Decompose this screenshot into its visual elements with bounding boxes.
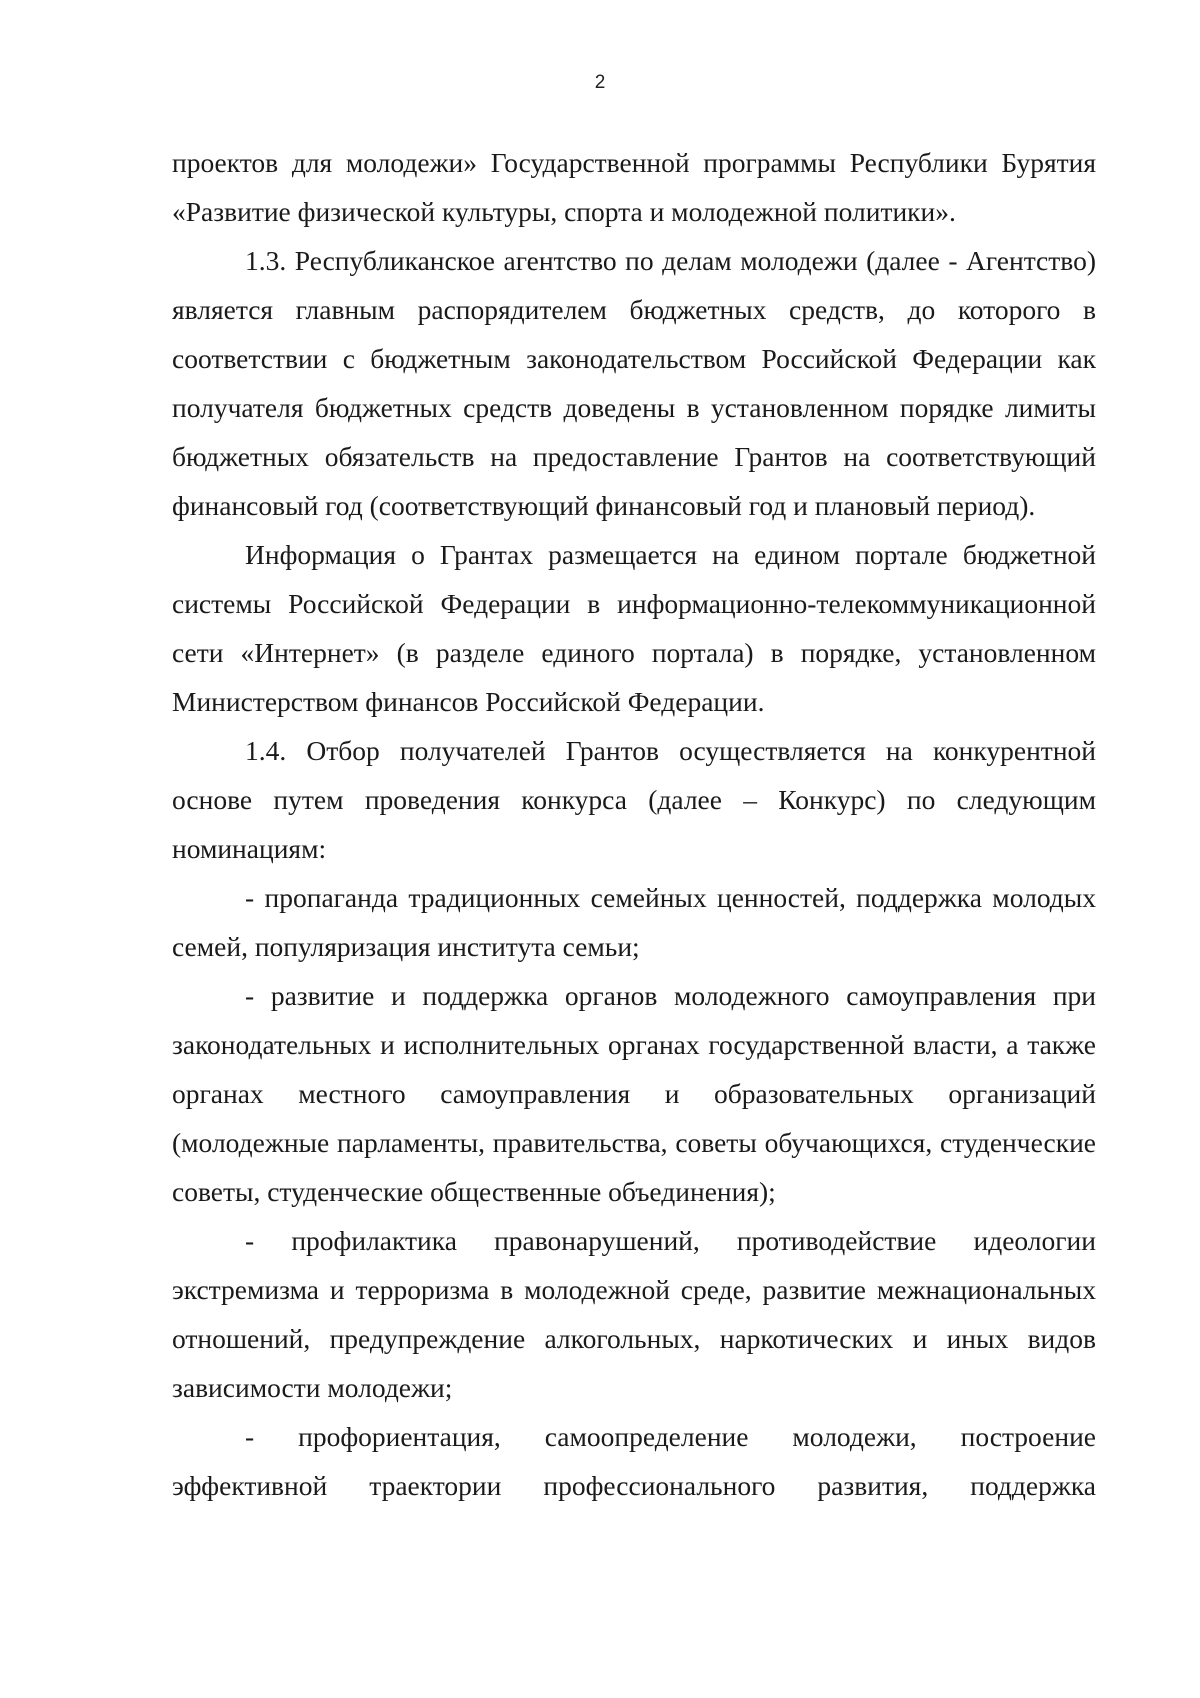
list-item-youth-self-government: - развитие и поддержка органов молодежного самоуправления при законодательных и исполнительных органах государственной власти, а также органах местного самоуправления и образовательных организаций (молодежные парламенты, правительства, советы обучающихся, студенческие советы, студенческие общественные объединения);: [172, 980, 1096, 1207]
list-item-crime-prevention: - профилактика правонарушений, противодействие идеологии экстремизма и терроризма в молодежной среде, развитие межнациональных отношений, предупреждение алкогольных, наркотических и иных видов зависимости молодежи;: [172, 1225, 1096, 1403]
paragraph-program-continuation: проектов для молодежи» Государственной программы Республики Бурятия «Развитие физической культуры, спорта и молодежной политики».: [172, 147, 1096, 227]
paragraph-grant-information: Информация о Грантах размещается на едином портале бюджетной системы Российской Федерации в информационно-телекоммуникационной сети «Интернет» (в разделе единого портала) в порядке, установленном Министерством финансов Российской Федерации.: [172, 539, 1096, 717]
paragraph-1-3-agency: 1.3. Республиканское агентство по делам молодежи (далее - Агентство) является главным распорядителем бюджетных средств, до которого в соответствии с бюджетным законодательством Российской Федерации как получателя бюджетных средств доведены в установленном порядке лимиты бюджетных обязательств на предоставление Грантов на соответствующий финансовый год (соответствующий финансовый год и плановый период).: [172, 245, 1096, 521]
list-item-family-values: - пропаганда традиционных семейных ценностей, поддержка молодых семей, популяризация института семьи;: [172, 882, 1096, 962]
paragraph-1-4-selection: 1.4. Отбор получателей Грантов осуществляется на конкурентной основе путем проведения конкурса (далее – Конкурс) по следующим номинациям:: [172, 735, 1096, 864]
list-item-career-guidance: - профориентация, самоопределение молодежи, построение эффективной траектории профессионального развития, поддержка: [172, 1421, 1096, 1501]
page-number: 2: [594, 72, 606, 93]
document-body: [172, 138, 1096, 1510]
